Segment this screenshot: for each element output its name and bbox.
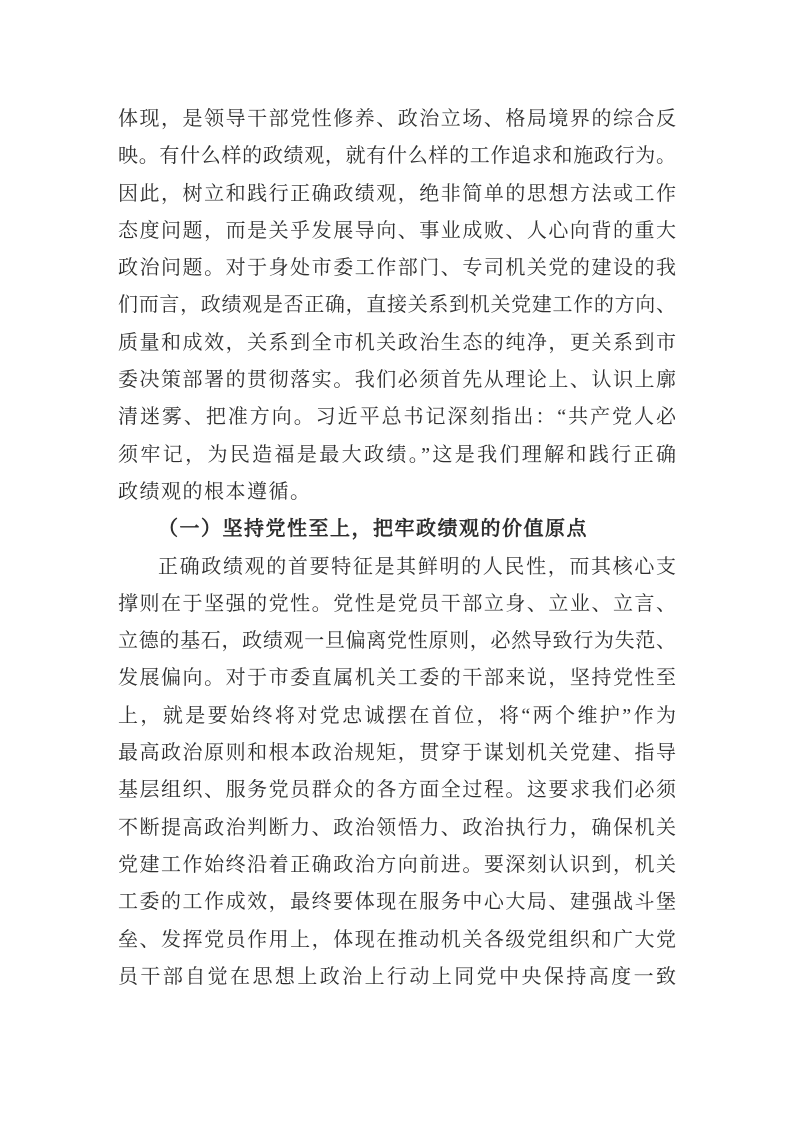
- text-line: 清迷雾、把准方向。习近平总书记深刻指出：“共产党人必: [118, 406, 676, 429]
- text-line: 因此，树立和践行正确政绩观，绝非简单的思想方法或工作: [118, 182, 676, 205]
- text-line: 垒、发挥党员作用上，体现在推动机关各级党组织和广大党: [118, 928, 676, 951]
- text-line: 映。有什么样的政绩观，就有什么样的工作追求和施政行为。: [118, 145, 676, 168]
- text-line: 最高政治原则和根本政治规矩，贯穿于谋划机关党建、指导: [118, 742, 676, 765]
- paragraph-first-line: 正确政绩观的首要特征是其鲜明的人民性，而其核心支: [158, 555, 676, 578]
- text-line: 立德的基石，政绩观一旦偏离党性原则，必然导致行为失范、: [118, 630, 676, 653]
- document-text-block: [118, 101, 676, 996]
- section-heading: （一）坚持党性至上，把牢政绩观的价值原点: [158, 518, 588, 541]
- text-line: 撑则在于坚强的党性。党性是党员干部立身、立业、立言、: [118, 592, 676, 615]
- text-line: 须牢记，为民造福是最大政绩。”这是我们理解和践行正确: [118, 443, 676, 466]
- text-line: 党建工作始终沿着正确政治方向前进。要深刻认识到，机关: [118, 853, 676, 876]
- text-line: 政治问题。对于身处市委工作部门、专司机关党的建设的我: [118, 257, 676, 280]
- text-line: 发展偏向。对于市委直属机关工委的干部来说，坚持党性至: [118, 667, 676, 690]
- text-line: 体现，是领导干部党性修养、政治立场、格局境界的综合反: [118, 108, 676, 130]
- text-line: 们而言，政绩观是否正确，直接关系到机关党建工作的方向、: [118, 294, 676, 317]
- text-line: 委决策部署的贯彻落实。我们必须首先从理论上、认识上廓: [118, 369, 676, 392]
- text-line: 上，就是要始终将对党忠诚摆在首位，将“两个维护”作为: [118, 704, 676, 727]
- text-line: 不断提高政治判断力、政治领悟力、政治执行力，确保机关: [118, 816, 676, 839]
- text-line: 态度问题，而是关乎发展导向、事业成败、人心向背的重大: [118, 219, 676, 242]
- text-line: 质量和成效，关系到全市机关政治生态的纯净，更关系到市: [118, 331, 676, 354]
- paragraph-end-line: 政绩观的根本遵循。: [118, 480, 312, 503]
- text-line: 基层组织、服务党员群众的各方面全过程。这要求我们必须: [118, 779, 676, 802]
- text-line: 员干部自觉在思想上政治上行动上同党中央保持高度一致: [118, 965, 676, 988]
- text-line: 工委的工作成效，最终要体现在服务中心大局、建强战斗堡: [118, 891, 676, 914]
